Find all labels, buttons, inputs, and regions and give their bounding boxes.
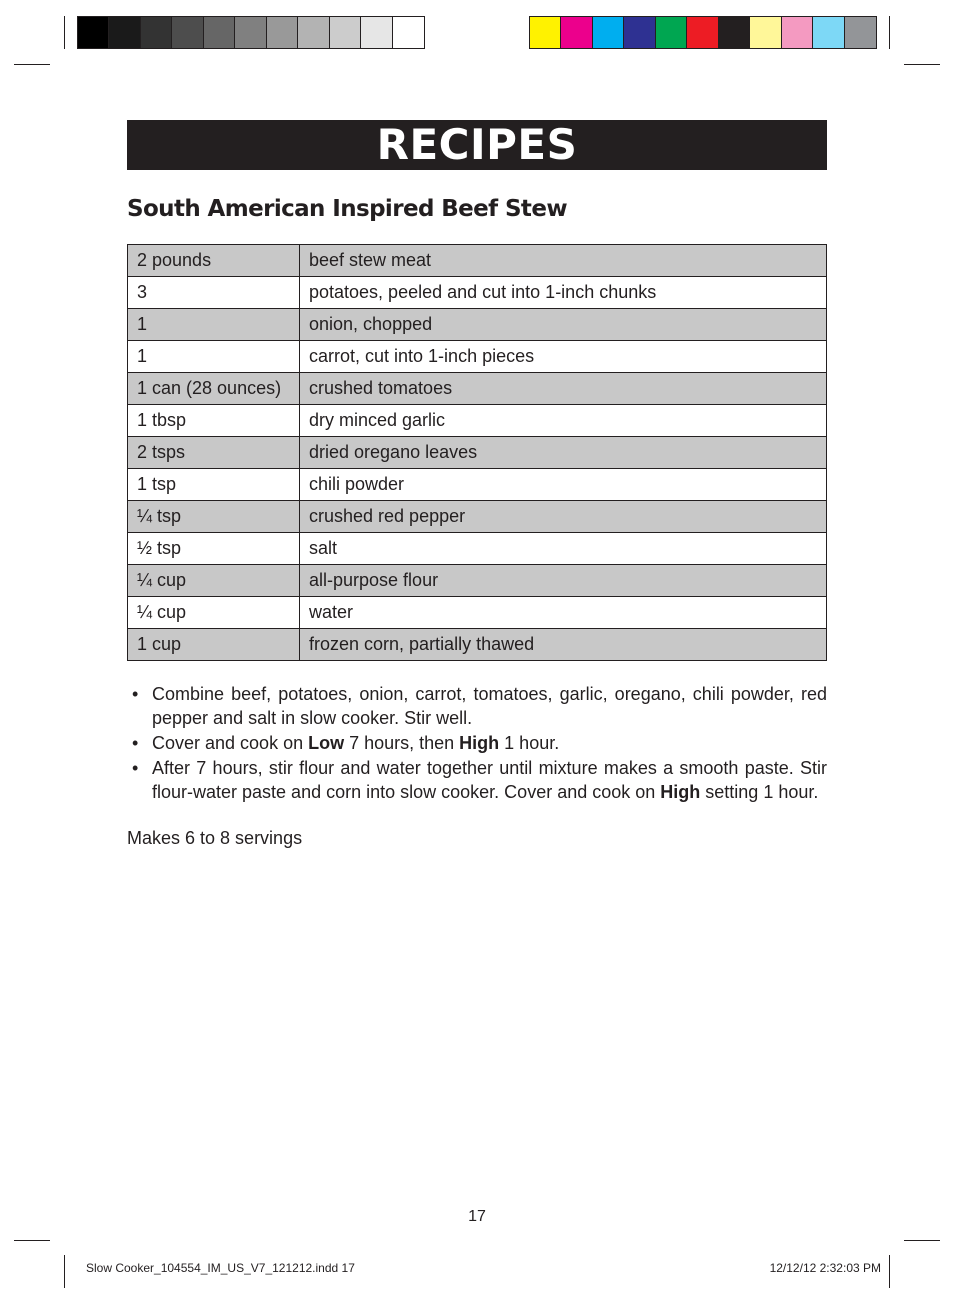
instruction-list [127,682,827,805]
page-number: 17 [468,1208,486,1225]
ingredient-name: onion, chopped [300,309,827,341]
instruction-step [127,682,827,730]
color-swatch [78,17,109,48]
table-row [128,629,827,661]
color-swatch [687,17,718,48]
step-text: setting 1 hour. [700,782,819,802]
ingredient-quantity: 1 tbsp [128,405,300,437]
step-text: Cover and cook on [152,733,309,753]
table-row [128,405,827,437]
color-swatch [393,17,424,48]
color-swatch [235,17,266,48]
section-banner [127,120,827,170]
color-swatch [141,17,172,48]
ingredient-quantity: ¼ cup [128,597,300,629]
ingredient-name: crushed red pepper [300,501,827,533]
ingredient-name: potatoes, peeled and cut into 1-inch chunks [300,277,827,309]
table-row [128,501,827,533]
color-swatch [298,17,329,48]
ingredient-name: frozen corn, partially thawed [300,629,827,661]
setting-high: High [459,733,500,753]
table-row [128,597,827,629]
instruction-step [127,756,827,804]
table-row [128,245,827,277]
recipe-yield: Makes 6 to 8 servings [127,828,303,848]
crop-mark [889,16,890,49]
color-swatch [782,17,813,48]
color-swatch [267,17,298,48]
recipe-title: South American Inspired Beef Stew [127,196,567,222]
ingredient-quantity: 1 [128,341,300,373]
crop-mark [904,64,940,65]
ingredient-name: water [300,597,827,629]
ingredient-quantity: ¼ tsp [128,501,300,533]
ingredient-quantity: ½ tsp [128,533,300,565]
color-swatch [109,17,140,48]
ingredient-quantity: 2 pounds [128,245,300,277]
table-row [128,533,827,565]
color-swatch [719,17,750,48]
setting-low: Low [308,733,345,753]
color-swatch [530,17,561,48]
ingredient-name: crushed tomatoes [300,373,827,405]
color-swatch [361,17,392,48]
ingredient-name: carrot, cut into 1-inch pieces [300,341,827,373]
ingredient-quantity: 1 [128,309,300,341]
crop-mark [14,1240,50,1241]
crop-mark [64,1255,65,1288]
table-row [128,277,827,309]
color-swatch [204,17,235,48]
color-swatch [624,17,655,48]
color-swatch [172,17,203,48]
step-text: 1 hour. [499,733,560,753]
setting-high: High [660,782,701,802]
grayscale-color-bar [77,16,425,49]
process-color-bar [529,16,877,49]
file-slug: Slow Cooker_104554_IM_US_V7_121212.indd 17 [86,1261,355,1275]
ingredient-name: all-purpose flour [300,565,827,597]
ingredient-quantity: ¼ cup [128,565,300,597]
table-row [128,309,827,341]
color-swatch [330,17,361,48]
step-text: Combine beef, potatoes, onion, carrot, tomatoes, garlic, oregano, chili powder, red pepper and salt in slow cooker. Stir well. [152,684,827,728]
crop-mark [64,16,65,49]
ingredient-quantity: 2 tsps [128,437,300,469]
print-timestamp: 12/12/12 2:32:03 PM [769,1261,881,1275]
color-swatch [845,17,876,48]
crop-mark [904,1240,940,1241]
color-swatch [656,17,687,48]
color-swatch [593,17,624,48]
table-row [128,341,827,373]
table-row [128,565,827,597]
section-title: RECIPES [376,120,578,169]
ingredient-name: beef stew meat [300,245,827,277]
ingredient-name: dried oregano leaves [300,437,827,469]
color-swatch [561,17,592,48]
table-row [128,437,827,469]
ingredient-name: dry minced garlic [300,405,827,437]
color-swatch [750,17,781,48]
ingredients-table [127,244,827,661]
step-text: 7 hours, then [344,733,460,753]
crop-mark [889,1255,890,1288]
ingredient-quantity: 3 [128,277,300,309]
ingredient-quantity: 1 tsp [128,469,300,501]
ingredient-name: salt [300,533,827,565]
table-row [128,469,827,501]
crop-mark [14,64,50,65]
step-text: After 7 hours, stir flour and water together until mixture makes a smooth paste. Stir flour-water paste and corn into slow cooker. Cover and cook on [152,758,827,802]
table-row [128,373,827,405]
ingredient-quantity: 1 can (28 ounces) [128,373,300,405]
instruction-step [127,731,827,755]
ingredient-quantity: 1 cup [128,629,300,661]
color-swatch [813,17,844,48]
ingredient-name: chili powder [300,469,827,501]
